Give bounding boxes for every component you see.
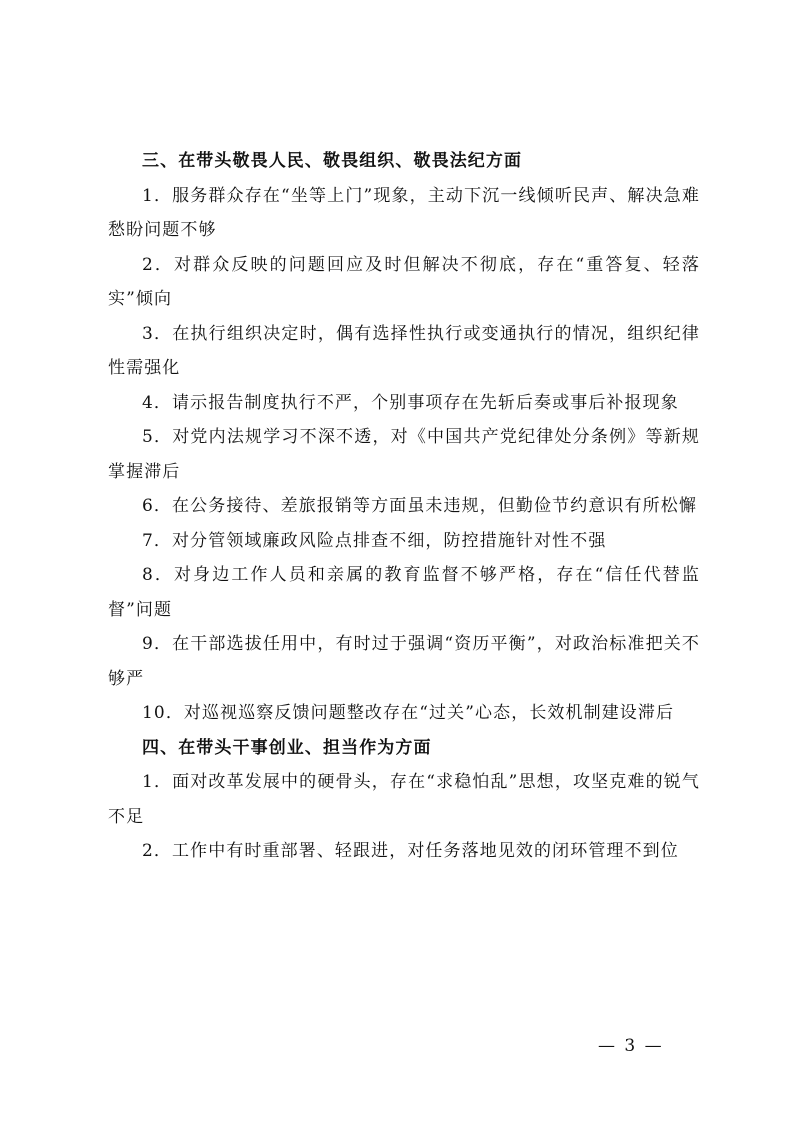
list-item: 2．对群众反映的问题回应及时但解决不彻底，存在“重答复、轻落实”倾向 — [108, 254, 700, 309]
list-item: 3．在执行组织决定时，偶有选择性执行或变通执行的情况，组织纪律性需强化 — [108, 323, 700, 378]
page-number: — 3 — — [598, 1036, 664, 1056]
list-item: 1．服务群众存在“坐等上门”现象，主动下沉一线倾听民声、解决急难愁盼问题不够 — [108, 185, 700, 240]
document-body — [108, 144, 700, 869]
list-item: 2．工作中有时重部署、轻跟进，对任务落地见效的闭环管理不到位 — [142, 841, 679, 861]
list-item: 6．在公务接待、差旅报销等方面虽未违规，但勤俭节约意识有所松懈 — [142, 496, 697, 516]
list-item: 9．在干部选拔任用中，有时过于强调“资历平衡”，对政治标准把关不够严 — [108, 634, 700, 689]
list-item: 7．对分管领域廉政风险点排查不细，防控措施针对性不强 — [142, 530, 607, 551]
section-heading: 四、在带头干事创业、担当作为方面 — [142, 737, 432, 758]
section-heading: 三、在带头敬畏人民、敬畏组织、敬畏法纪方面 — [142, 151, 523, 171]
list-item: 10．对巡视巡察反馈问题整改存在“过关”心态，长效机制建设滞后 — [142, 703, 675, 723]
list-item: 8．对身边工作人员和亲属的教育监督不够严格，存在“信任代替监督”问题 — [108, 565, 700, 620]
list-item: 1．面对改革发展中的硬骨头，存在“求稳怕乱”思想，攻坚克难的锐气不足 — [108, 772, 700, 827]
list-item: 4．请示报告制度执行不严，个别事项存在先斩后奏或事后补报现象 — [142, 392, 679, 413]
list-item: 5．对党内法规学习不深不透，对《中国共产党纪律处分条例》等新规掌握滞后 — [108, 427, 700, 482]
